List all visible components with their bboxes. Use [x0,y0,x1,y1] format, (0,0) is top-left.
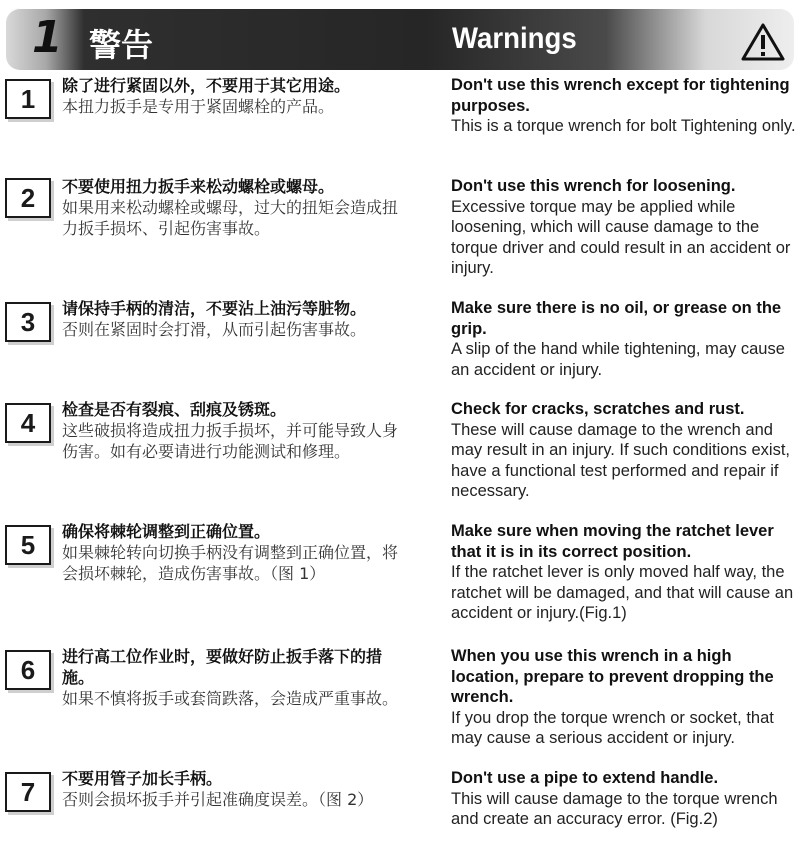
item-en-body: Excessive torque may be applied while loosening, which will cause damage to the torque driver and could result in an accident or injury. [451,197,791,277]
item-cn-body: 这些破损将造成扭力扳手损坏，并可能导致人身伤害。如有必要请进行功能测试和修理。 [62,421,399,461]
item-number-box: 7 [5,772,51,812]
item-cn-text [62,646,412,709]
item-en-title: Make sure there is no oil, or grease on the grip. [451,299,782,338]
item-en-body: This is a torque wrench for bolt Tightening only. [451,117,796,135]
item-cn-body: 本扭力扳手是专用于紧固螺栓的产品。 [62,97,335,116]
item-number-box: 4 [5,403,51,443]
section-title-cn: 警告 [89,26,154,64]
item-en-body: These will cause damage to the wrench and may result in an injury. If such conditions exist, have a functional test performed and repair if necessary. [451,420,791,500]
item-cn-text [62,399,412,462]
item-en-title: When you use this wrench in a high location, prepare to prevent dropping the wrench. [451,647,774,706]
item-number-box: 5 [5,525,51,565]
item-cn-title: 除了进行紧固以外，不要用于其它用途。 [62,76,351,95]
item-cn-title: 进行高工位作业时，要做好防止扳手落下的措施。 [62,647,383,687]
item-number-box: 2 [5,178,51,218]
item-cn-title: 不要用管子加长手柄。 [62,769,223,788]
warning-triangle-icon [740,22,786,62]
item-en-title: Don't use this wrench except for tightening purposes. [451,76,790,115]
item-en-title: Check for cracks, scratches and rust. [451,400,745,418]
item-en-text [451,298,796,380]
item-cn-title: 不要使用扭力扳手来松动螺栓或螺母。 [62,177,335,196]
section-header [6,8,794,70]
item-cn-title: 请保持手柄的清洁，不要沾上油污等脏物。 [62,299,367,318]
item-cn-text [62,521,412,584]
item-en-body: If the ratchet lever is only moved half way, the ratchet will be damaged, and that will cause an accident or injury.(Fig.1) [451,563,794,622]
item-cn-body: 如果棘轮转向切换手柄没有调整到正确位置，将会损坏棘轮，造成伤害事故。（图 1） [62,543,399,583]
item-en-title: Don't use a pipe to extend handle. [451,769,719,787]
item-cn-title: 确保将棘轮调整到正确位置。 [62,522,271,541]
item-en-title: Don't use this wrench for loosening. [451,177,736,195]
item-en-body: If you drop the torque wrench or socket, that may cause a serious accident or injury. [451,708,774,747]
item-en-text [451,399,796,502]
item-en-body: This will cause damage to the torque wrench and create an accuracy error. (Fig.2) [451,789,778,828]
item-number-box: 1 [5,79,51,119]
item-cn-text [62,176,412,239]
item-cn-body: 如果不慎将扳手或套筒跌落，会造成严重事故。 [62,689,399,708]
item-cn-body: 否则会损坏扳手并引起准确度误差。（图 2） [62,790,374,809]
item-en-text [451,75,796,137]
section-number: 1 [32,12,63,63]
item-en-text [451,768,796,830]
item-en-text [451,521,796,624]
item-en-text [451,646,796,749]
item-number-box: 6 [5,650,51,690]
item-number-box: 3 [5,302,51,342]
section-title-en: Warnings [452,22,577,55]
item-en-body: A slip of the hand while tightening, may cause an accident or injury. [451,340,785,379]
item-en-text [451,176,796,279]
item-cn-title: 检查是否有裂痕、刮痕及锈斑。 [62,400,287,419]
item-cn-body: 否则在紧固时会打滑，从而引起伤害事故。 [62,320,367,339]
item-cn-text [62,298,412,340]
item-en-title: Make sure when moving the ratchet lever that it is in its correct position. [451,522,774,561]
item-cn-text [62,75,412,117]
item-cn-body: 如果用来松动螺栓或螺母，过大的扭矩会造成扭力扳手损坏、引起伤害事故。 [62,198,399,238]
item-cn-text [62,768,412,810]
